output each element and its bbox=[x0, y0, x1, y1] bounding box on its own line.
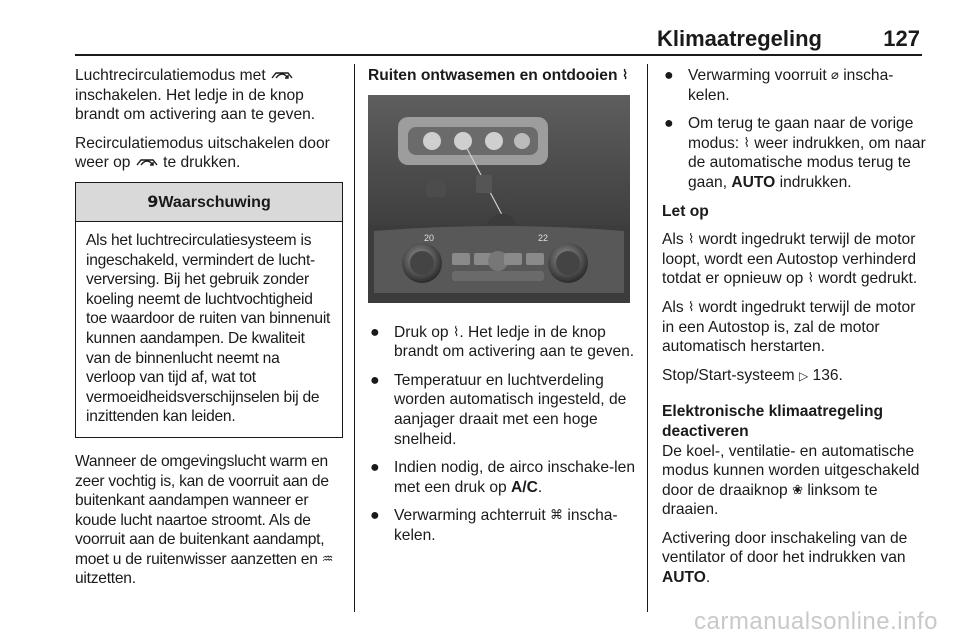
warning-box bbox=[75, 182, 343, 438]
column-1 bbox=[75, 66, 343, 598]
column-divider-2 bbox=[647, 64, 648, 612]
windshield-defrost-icon: ⌇ bbox=[743, 134, 750, 150]
list-item: ● Verwarming achterruit ⌘ inscha-kelen. bbox=[370, 507, 618, 544]
column-2 bbox=[368, 66, 636, 555]
recirc-on-paragraph: Luchtrecirculatiemodus met inschakelen. Het ledje in de knop brandt om activering aan te geven. bbox=[75, 67, 316, 124]
windshield-defrost-icon: ⌇ bbox=[452, 323, 460, 339]
bullet-icon: ● bbox=[664, 67, 674, 84]
watermark: carmanualsonline.info bbox=[694, 608, 938, 635]
warning-header bbox=[76, 183, 342, 222]
page-header bbox=[75, 26, 922, 56]
list-item: ● Temperatuur en luchtverdeling worden automatisch ingesteld, de aanjager draait met een hoge snelheid. bbox=[370, 371, 627, 448]
page-title: Klimaatregeling bbox=[656, 26, 822, 51]
front-window-heat-icon: ⌀ bbox=[831, 67, 839, 82]
recirculation-icon bbox=[135, 156, 159, 168]
recirc-off-paragraph: Recirculatiemodus uitschakelen door weer op te drukken. bbox=[75, 134, 330, 172]
warning-text: Als het luchtrecirculatiesysteem is ingeschakeld, vermindert de lucht-verversing. Bij het gebruik zonder koeling neemt de luchtvochtigheid toe waardoor de ruiten van binnenuit kunnen aandampen. De kwaliteit van de binnenlucht neemt na verloop van tijd af, wat tot vermoeidheidsverschijnselen bij de inzittenden kan leiden. bbox=[86, 231, 331, 426]
defrost-steps bbox=[368, 323, 636, 546]
defrost-heading: Ruiten ontwasemen en ontdooien ⌇ bbox=[368, 67, 629, 84]
recirculation-icon bbox=[270, 69, 294, 81]
washer-wiper-icon: ♒ bbox=[321, 550, 334, 566]
column-3 bbox=[662, 66, 927, 597]
fan-icon: ❀ bbox=[792, 481, 803, 497]
list-item: ● Indien nodig, de airco inschake-len met een druk op A/C. bbox=[370, 459, 635, 496]
note-paragraph-1: Als ⌇ wordt ingedrukt terwijl de motor loopt, wordt een Autostop verhinderd totdat er opnieuw op ⌇ wordt gedrukt. bbox=[662, 231, 918, 288]
page-number: 127 bbox=[883, 26, 920, 51]
bullet-icon: ● bbox=[370, 371, 380, 389]
page-reference-icon: ▷ bbox=[798, 368, 809, 383]
bullet-icon: ● bbox=[370, 459, 380, 477]
list-item: ● Verwarming voorruit ⌀ inscha-kelen. bbox=[664, 67, 894, 104]
list-item: ● Om terug te gaan naar de vorige modus: ⌇ weer indrukken, om naar de automatische modus terug te gaan, AUTO indrukken. bbox=[664, 115, 926, 191]
deactivate-paragraph: De koel-, ventilatie- en automatische modus kunnen worden uitgeschakeld door de draaiknop ❀ linksom te draaien. bbox=[662, 442, 920, 519]
deactivate-heading: Elektronische klimaatregeling deactiveren bbox=[662, 403, 883, 440]
right-temp-label: 22 bbox=[538, 232, 549, 243]
fogging-paragraph: Wanneer de omgevingslucht warm en zeer vochtig is, kan de voorruit aan de buitenkant aandampen wanneer er koude lucht naartoe stroomt. Als de voorruit aan de buitenkant aandampt, moet u de ruitenwisser aanzetten en ♒ uitzetten. bbox=[75, 452, 334, 588]
bullet-icon: ● bbox=[370, 323, 380, 341]
column-divider-1 bbox=[354, 64, 355, 612]
dashboard-illustration bbox=[368, 95, 630, 303]
activate-paragraph: Activering door inschakeling van de ventilator of door het indrukken van AUTO. bbox=[662, 529, 908, 587]
bullet-icon: ● bbox=[664, 115, 674, 133]
climate-control-photo bbox=[368, 95, 630, 303]
windshield-defrost-icon: ⌇ bbox=[807, 270, 815, 286]
left-temp-label: 20 bbox=[424, 232, 435, 243]
rear-window-heat-icon: ⌘ bbox=[550, 507, 564, 523]
note-title: Let op bbox=[662, 202, 709, 220]
note-paragraph-2: Als ⌇ wordt ingedrukt terwijl de motor in een Autostop is, zal de motor automatisch herstarten. bbox=[662, 298, 916, 356]
warning-title: Waarschuwing bbox=[158, 193, 271, 211]
list-item: ● Druk op ⌇. Het ledje in de knop brandt om activering aan te geven. bbox=[370, 323, 635, 361]
warning-triangle-icon: 9 bbox=[147, 191, 159, 211]
cross-reference[interactable]: Stop/Start-systeem ▷ 136. bbox=[662, 366, 927, 387]
windshield-defrost-icon: ⌇ bbox=[688, 231, 695, 247]
defrost-steps-continued bbox=[662, 66, 927, 193]
windshield-defrost-icon: ⌇ bbox=[621, 67, 629, 82]
bullet-icon: ● bbox=[370, 507, 380, 525]
windshield-defrost-icon: ⌇ bbox=[688, 298, 695, 314]
